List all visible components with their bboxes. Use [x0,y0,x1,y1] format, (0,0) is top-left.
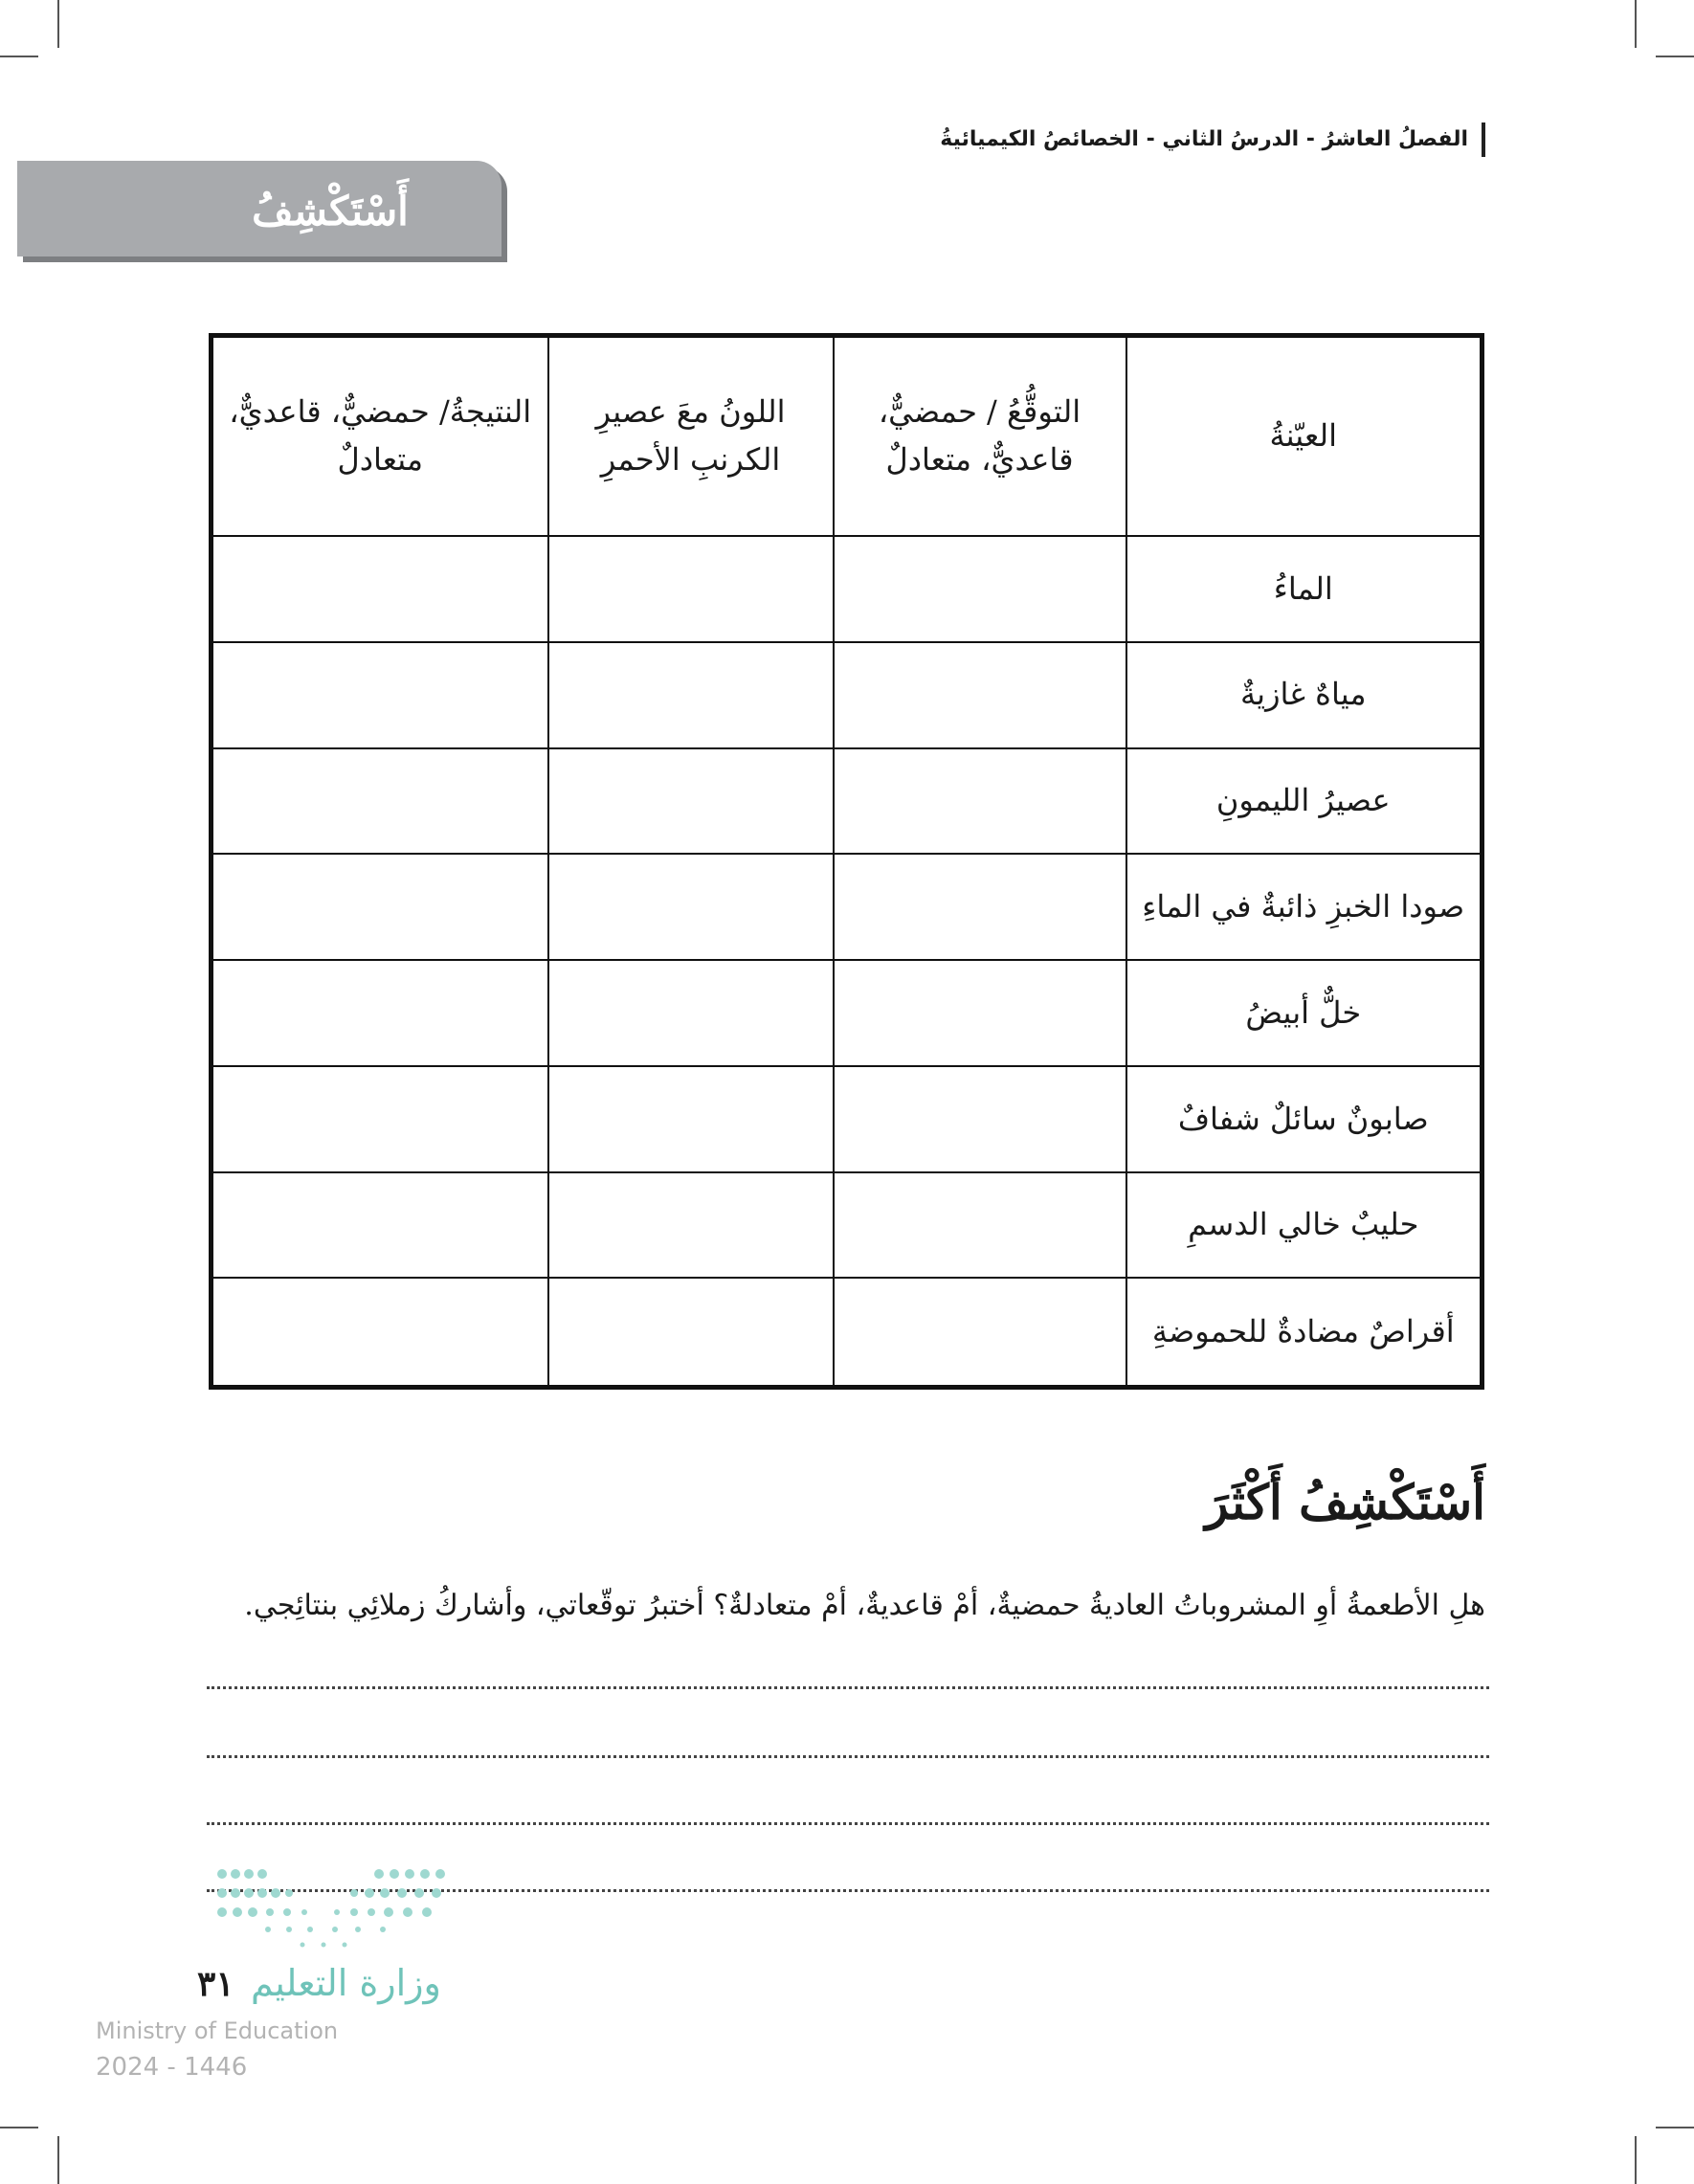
section-tab-title: أَسْتَكْشِفُ [252,188,409,234]
table-row [212,642,1482,748]
result-cell[interactable] [212,748,548,855]
answer-line[interactable] [207,1755,1489,1758]
color-cell[interactable] [548,1278,834,1387]
ministry-name-english: Ministry of Education [96,2017,339,2044]
crop-mark [0,2127,38,2128]
color-cell[interactable] [548,1066,834,1172]
table-row [212,960,1482,1066]
column-header-result: النتيجةُ/ حمضيٌّ، قاعديٌّ، متعادلٌ [212,336,548,537]
result-cell[interactable] [212,536,548,642]
color-cell[interactable] [548,1172,834,1279]
prediction-cell[interactable] [834,1172,1126,1279]
crop-mark [57,0,59,48]
result-cell[interactable] [212,960,548,1066]
prediction-cell[interactable] [834,960,1126,1066]
sample-cell: مياهٌ غازيةٌ [1126,642,1482,748]
observation-table [209,333,1484,1390]
answer-line[interactable] [207,1822,1489,1825]
sample-cell: خلٌّ أبيضُ [1126,960,1482,1066]
table-row [212,748,1482,855]
color-cell[interactable] [548,854,834,960]
chapter-header: الفصلُ العاشرُ - الدرسُ الثاني - الخصائصُ الكيميائيةُ [940,123,1485,157]
page-number: ٣١ [197,1964,234,2004]
prediction-cell[interactable] [834,536,1126,642]
column-header-sample: العيّنةُ [1126,336,1482,537]
sample-cell: صودا الخبزِ ذائبةٌ في الماءِ [1126,854,1482,960]
table-row [212,854,1482,960]
crop-mark [1635,2136,1637,2184]
sample-cell: صابونٌ سائلٌ شفافٌ [1126,1066,1482,1172]
ministry-logo-dots [211,1866,450,1952]
crop-mark [1635,0,1637,48]
prediction-cell[interactable] [834,642,1126,748]
prediction-cell[interactable] [834,854,1126,960]
color-cell[interactable] [548,960,834,1066]
table-row [212,536,1482,642]
crop-mark [0,56,38,57]
explore-more-question: هلِ الأطعمةُ أوِ المشروباتُ العاديةُ حمضيةٌ، أمْ قاعديةٌ، أمْ متعادلةٌ؟ أختبرُ توقّعاتي، وأشاركُ زملائِي بنتائِجي. [244,1589,1485,1622]
table-header-row [212,336,1482,537]
result-cell[interactable] [212,1066,548,1172]
crop-mark [1656,56,1694,57]
crop-mark [1656,2127,1694,2128]
result-cell[interactable] [212,1172,548,1279]
color-cell[interactable] [548,748,834,855]
prediction-cell[interactable] [834,1278,1126,1387]
column-header-color: اللونُ معَ عصيرِ الكرنبِ الأحمرِ [548,336,834,537]
color-cell[interactable] [548,642,834,748]
result-cell[interactable] [212,642,548,748]
edition-year: 2024 - 1446 [96,2053,248,2082]
crop-mark [57,2136,59,2184]
sample-cell: أقراصٌ مضادةٌ للحموضةِ [1126,1278,1482,1387]
result-cell[interactable] [212,1278,548,1387]
color-cell[interactable] [548,536,834,642]
table-row [212,1172,1482,1279]
explore-more-title: أَسْتَكْشِفُ أَكْثَرَ [1205,1474,1485,1530]
prediction-cell[interactable] [834,748,1126,855]
sample-cell: عصيرُ الليمونِ [1126,748,1482,855]
table-row [212,1066,1482,1172]
ministry-name-arabic: وزارة التعليم [251,1962,441,2004]
table-row [212,1278,1482,1387]
answer-line[interactable] [207,1686,1489,1689]
sample-cell: حليبٌ خالي الدسمِ [1126,1172,1482,1279]
column-header-prediction: التوقُّعُ / حمضيٌّ، قاعديٌّ، متعادلٌ [834,336,1126,537]
sample-cell: الماءُ [1126,536,1482,642]
prediction-cell[interactable] [834,1066,1126,1172]
result-cell[interactable] [212,854,548,960]
